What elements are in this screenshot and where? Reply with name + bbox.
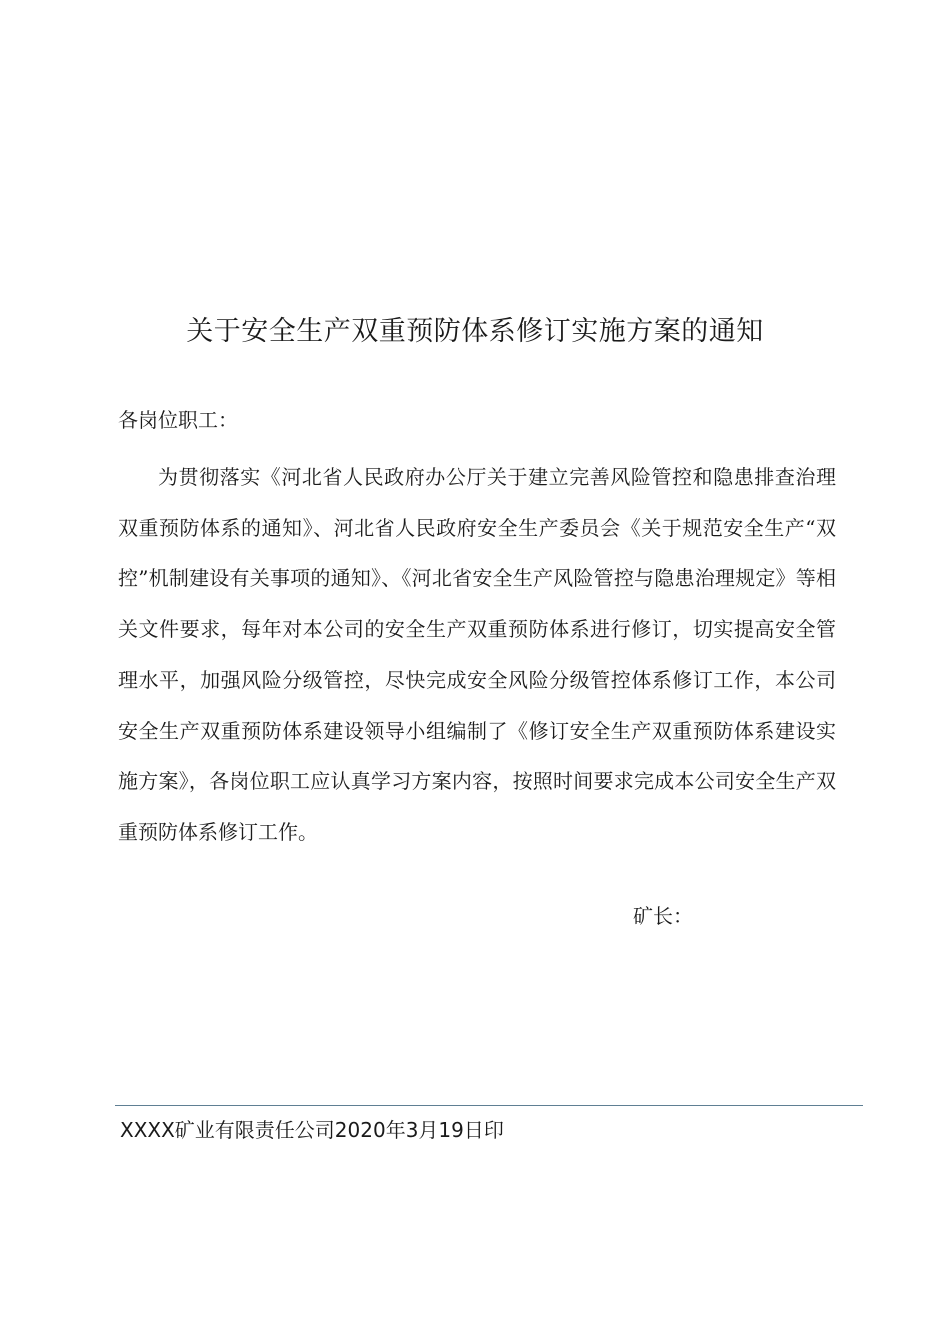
body-paragraph: 为贯彻落实《河北省人民政府办公厅关于建立完善风险管控和隐患排查治理双重预防体系的通知》、河北省人民政府安全生产委员会《关于规范安全生产“双控”机制建设有关事项的通知》、《河北省安全生产风险管控与隐患治理规定》等相关文件要求，每年对本公司的安全生产双重预防体系进行修订，切实提高安全管理水平，加强风险分级管控，尽快完成安全风险分级管控体系修订工作，本公司安全生产双重预防体系建设领导小组编制了《修订安全生产双重预防体系建设实施方案》，各岗位职工应认真学习方案内容，按照时间要求完成本公司安全生产双重预防体系修订工作。: [118, 465, 836, 844]
footer-divider: [115, 1105, 863, 1106]
signature-label: 矿长：: [633, 904, 693, 928]
salutation: 各岗位职工：: [118, 408, 238, 432]
footer-issuer: XXXX矿业有限责任公司2020年3月19日印: [120, 1118, 504, 1142]
document-title: 关于安全生产双重预防体系修订实施方案的通知: [186, 316, 764, 347]
